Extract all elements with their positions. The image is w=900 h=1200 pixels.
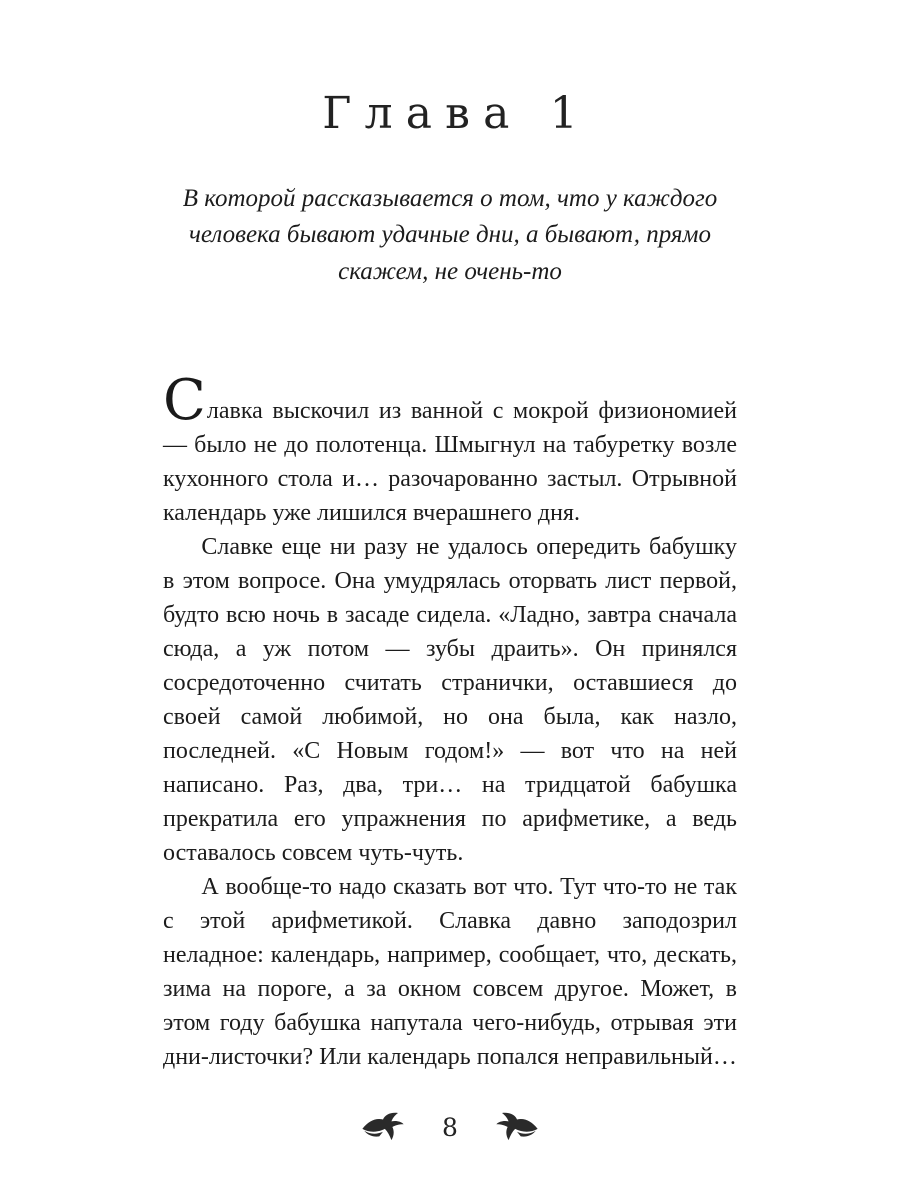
drop-cap-initial: С xyxy=(163,367,206,433)
paragraph-3: А вообще-то надо сказать вот что. Тут что-то не так с этой арифметикой. Славка давно заподозрил неладное: календарь, например, сообщает, что, дескать, зима на пороге, а за окном совсем другое. Может, в этом году бабушка напутала чего-нибудь, отрывая эти дни-листочки? Или календарь попался неправильный… xyxy=(163,873,737,1070)
chapter-subtitle: В которой рассказывается о том, что у каждого человека бывают удачные дни, а бывают, прямо скажем, не очень-то xyxy=(182,185,718,285)
page-footer xyxy=(0,1112,900,1142)
swallow-bird-left-icon xyxy=(360,1112,406,1142)
chapter-title: Глава 1 xyxy=(322,88,591,139)
body-text xyxy=(163,367,737,1074)
page-number: 8 xyxy=(442,1112,458,1142)
paragraph-1 xyxy=(163,367,737,530)
paragraph-2: Славке еще ни разу не удалось опередить бабушку в этом вопросе. Она умудрялась оторвать лист первой, будто всю ночь в засаде сидела. «Ладно, завтра сначала сюда, а уж потом — зубы драить». Он принялся сосредоточенно считать странички, оставшиеся до своей самой любимой, но она была, как назло, последней. «С Новым годом!» — вот что на ней написано. Раз, два, три… на тридцатой бабушка прекратила его упражнения по арифметике, а ведь оставалось совсем чуть-чуть. xyxy=(163,533,737,866)
paragraph-1-text: лавка выскочил из ванной с мокрой физиономией — было не до полотенца. Шмыгнул на табуретку возле кухонного стола и… разочарованно застыл. Отрывной календарь уже лишился вчерашнего дня. xyxy=(163,397,737,526)
swallow-bird-right-icon xyxy=(494,1112,540,1142)
